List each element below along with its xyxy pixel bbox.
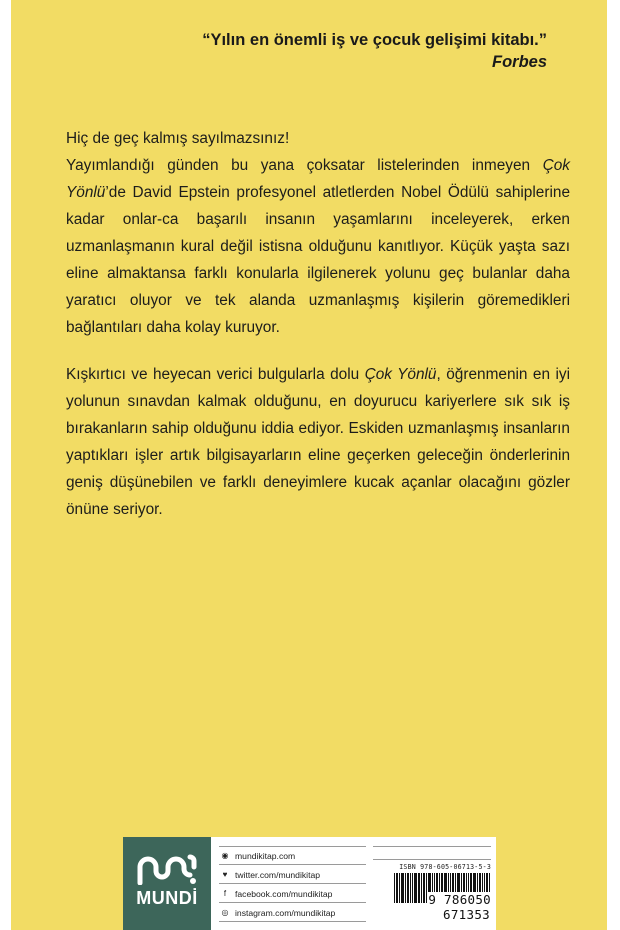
quote-source: Forbes [491,53,547,71]
link-label: facebook.com/mundikitap [235,888,333,899]
publisher-logo [123,837,211,930]
paragraph-2 [66,361,570,523]
link-label: mundikitap.com [235,850,296,861]
quote-text: “Yılın en önemli iş ve çocuk gelişimi kitabı.” [202,31,547,49]
divider [373,859,491,860]
isbn-barcode [373,846,491,922]
globe-icon: ◉ [221,851,229,860]
publisher-name: MUNDİ [136,888,198,908]
publisher-footer [123,837,496,930]
barcode-number: 9 786050 671353 [428,892,491,922]
link-label: twitter.com/mundikitap [235,869,321,880]
twitter-icon: ♥ [222,870,228,879]
wave-logo-icon [136,853,198,885]
book-title: Çok Yönlü [66,157,570,201]
intro-line: Hiç de geç kalmış sayılmazsınız! [66,130,290,147]
blurb [66,125,570,523]
link-twitter[interactable] [219,867,366,884]
link-label: instagram.com/mundikitap [235,907,336,918]
social-links [219,846,366,924]
link-facebook[interactable] [219,886,366,903]
isbn-label: ISBN 978-605-06713-5-3 [399,863,491,871]
endorsement-quote [202,29,547,73]
paragraph-2-start: Kışkırtıcı ve heyecan verici bulgularla dolu [66,366,365,383]
divider [373,846,491,847]
barcode-digits [373,892,491,922]
paragraph-1 [66,152,570,341]
back-cover [11,0,607,930]
facebook-icon: f [223,889,227,898]
paragraph-2-rest: , öğrenmenin en iyi yolunun sınavdan kalmak olduğunu, en doyurucu kariyerlere sık sık iş bırakanların sahip olduğunu iddia ediyor. Eskiden uzmanlaşmış insanların yaptıkları işler artık bilgisayarların eline geçerken geleceğin önderlerinin geniş düşünebilen ve farklı deneyimlere kucak açanlar olacağını gözler önüne seriyor. [66,366,570,518]
paragraph-1-start: Yayımlandığı günden bu yana çoksatar listelerinden inmeyen [66,157,543,174]
instagram-icon: ◎ [221,908,229,917]
paragraph-1-rest: ’de David Epstein profesyonel atletlerden Nobel Ödülü sahiplerine kadar onlar-ca başarılı insanın yaşamlarını inceleyerek, erken uzmanlaşmanın kural değil istisna olduğunu kanıtlıyor. Küçük yaşta sazı eline almaktansa farklı konularla ilgilenerek yolunu geç bulanlar daha yaratıcı oluyor ve tek alanda uzmanlaşmış kişilerin göremedikleri bağlantıları daha kolay kuruyor. [66,184,570,336]
link-website[interactable] [219,846,366,865]
book-title: Çok Yönlü [364,366,437,383]
link-instagram[interactable] [219,905,366,922]
